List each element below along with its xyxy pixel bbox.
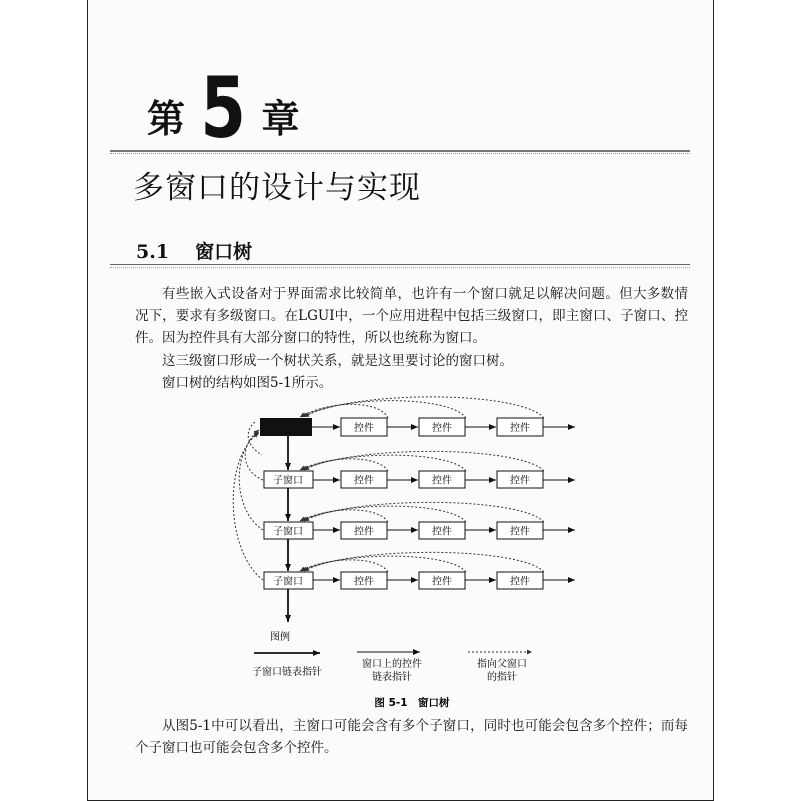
- control-label: 控件: [354, 475, 374, 487]
- main-window-box: [260, 418, 312, 436]
- row-child-window-1: [264, 451, 575, 488]
- control-label: 控件: [354, 526, 374, 538]
- paragraph-conclusion: 从图5-1中可以看出，主窗口可能会含有多个子窗口，同时也可能会包含多个控件；而每个子窗口也可能会包含多个控件。: [135, 718, 688, 756]
- control-label: 控件: [432, 423, 452, 434]
- child-window-label: 子窗口: [273, 475, 303, 487]
- parent-pointer-curve-3: [233, 433, 263, 580]
- chapter-prefix: 第: [147, 97, 186, 141]
- row-main-window: [300, 397, 575, 436]
- paragraph-intro: 有些嵌入式设备对于界面需求比较简单，也许有一个窗口就足以解决问题。但大多数情况下，要求有多级窗口。在LGUI中，一个应用进程中包括三级窗口，即主窗口、子窗口、控件。因为控件具有大部分窗口的特性，所以也统称为窗口。: [135, 286, 688, 346]
- chapter-title: 多窗口的设计与实现: [133, 170, 421, 206]
- control-label: 控件: [432, 576, 452, 588]
- chapter-number: 5: [200, 59, 247, 157]
- section-number: 5.1: [136, 241, 170, 263]
- control-label: 控件: [510, 423, 530, 434]
- legend-parent-label-1: 指向父窗口: [477, 659, 527, 670]
- section-title: 窗口树: [195, 241, 253, 263]
- parent-pointer-curve-2: [239, 432, 263, 530]
- legend-parent-label-2: 的指针: [487, 672, 517, 683]
- diagram-legend: [252, 630, 532, 683]
- paragraph-tree: 这三级窗口形成一个树状关系，就是这里要讨论的窗口树。: [162, 353, 513, 369]
- row-child-window-3: [264, 552, 575, 589]
- figure-caption: 图 5-1 窗口树: [374, 697, 450, 709]
- control-label: 控件: [510, 475, 530, 487]
- parent-pointer-curve-4: [248, 422, 262, 455]
- legend-control-link-label-2: 链表指针: [372, 672, 412, 683]
- chapter-suffix: 章: [261, 97, 300, 141]
- legend-title: 图例: [270, 632, 290, 643]
- control-label: 控件: [432, 475, 452, 487]
- row-child-window-2: [264, 502, 575, 539]
- control-label: 控件: [354, 576, 374, 588]
- control-label: 控件: [510, 526, 530, 538]
- child-window-label: 子窗口: [273, 576, 303, 588]
- control-label: 控件: [432, 526, 452, 538]
- paragraph-figure-ref: 窗口树的结构如图5-1所示。: [162, 375, 333, 391]
- legend-child-link-label: 子窗口链表指针: [252, 667, 322, 678]
- legend-control-link-label-1: 窗口上的控件: [362, 659, 422, 670]
- child-window-label: 子窗口: [273, 526, 303, 538]
- control-label: 控件: [354, 423, 374, 434]
- control-label: 控件: [510, 576, 530, 588]
